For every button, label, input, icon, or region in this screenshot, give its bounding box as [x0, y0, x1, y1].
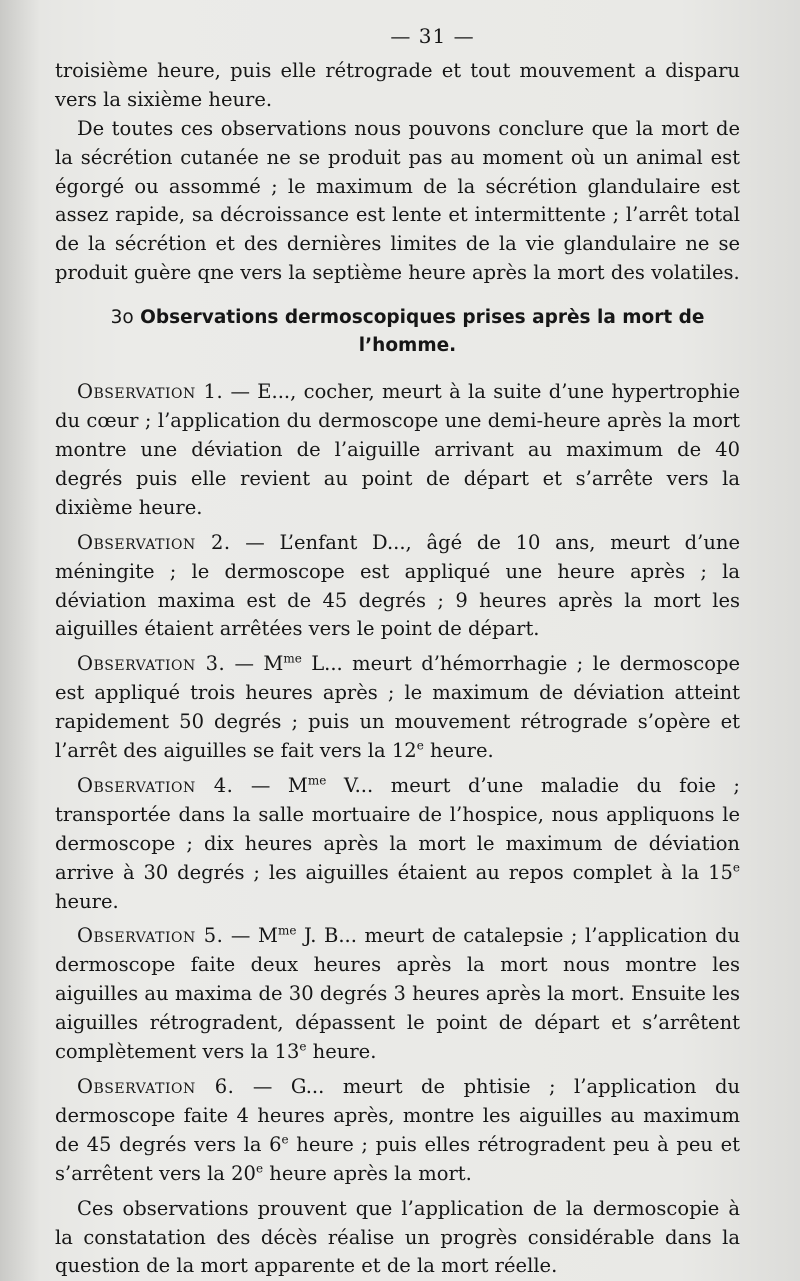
- observation-label: Observation 4.: [77, 773, 234, 797]
- final-paragraph: Ces observations prouvent que l’application de la dermoscopie à la constatation des décès réalise un progrès considérable dans la question de la mort apparente et de la mort réelle.: [55, 1196, 740, 1278]
- section-title: Observations dermoscopiques prises après la mort de l’homme.: [140, 307, 705, 357]
- superscript: me: [283, 651, 302, 666]
- observation-label: Observation 1.: [77, 380, 224, 404]
- observation-label: Observation 2.: [77, 530, 231, 554]
- section-heading: [75, 304, 740, 360]
- observation-2: [55, 529, 740, 645]
- superscript: e: [255, 1161, 264, 1176]
- observation-text: — $M^{me}$ L... meurt d’hémorrhagie ; le dermoscope est appliqué trois heures après ; le maximum de déviation atteint rapidement 50 degrés ; puis un mouvement rétrograde s’opère et l’arrêt des aiguilles se fait vers la 12e heure.: [55, 651, 740, 763]
- observation-3: [55, 650, 740, 766]
- observation-label: Observation 6.: [77, 1075, 235, 1098]
- observation-5: [55, 922, 740, 1067]
- page-content: [55, 22, 740, 1281]
- observation-text: — $M^{me}$ J. B... meurt de catalepsie ; l’application du dermoscope faite deux heures après la mort nous montre les aiguilles au maxima de 30 degrés 3 heures après la mort. Ensuite les aiguilles rétrogradent, dépassent le point de départ et s’arrêtent complètement vers la 13e heure.: [55, 923, 741, 1064]
- superscript: me: [307, 773, 327, 788]
- observation-4: [55, 772, 740, 917]
- intro-line-2: vers la sixième heure.: [55, 87, 273, 111]
- observation-text: — E..., cocher, meurt à la suite d’une hypertrophie du cœur ; l’application du dermoscope une demi-heure après la mort montre une déviation de l’aiguille arrivant au maximum de 40 degrés puis elle revient au point de départ et s’arrête vers la dixième heure.: [55, 380, 740, 519]
- intro-line-1: troisième heure, puis elle rétrograde et tout mouvement a disparu: [55, 58, 740, 82]
- superscript: e: [299, 1039, 307, 1054]
- page-number: — 31 —: [390, 24, 475, 48]
- observation-label: Observation 5.: [77, 924, 224, 948]
- observation-6: [55, 1073, 740, 1189]
- observation-label: Observation 3.: [77, 652, 226, 676]
- superscript: e: [416, 738, 424, 753]
- observation-text: — $M^{me}$ V... meurt d’une maladie du foie ; transportée dans la salle mortuaire de l’hospice, nous appliquons le dermoscope ; dix heures après la mort le maximum de déviation arrive à 30 degrés ; les aiguilles étaient au repos complet à la 15e heure.: [55, 773, 740, 913]
- section-number: 3o: [110, 307, 134, 329]
- superscript: e: [732, 860, 740, 875]
- observation-text: — G... meurt de phtisie ; l’application du dermoscope faite 4 heures après, montre les aiguilles au maximum de 45 degrés vers la 6e heure ; puis elles rétrogradent peu à peu et s’arrêtent vers la 20e heure après la mort.: [55, 1075, 740, 1185]
- superscript: e: [281, 1132, 289, 1147]
- superscript: me: [277, 923, 297, 938]
- observation-1: [55, 378, 740, 523]
- observation-text: — L’enfant D..., âgé de 10 ans, meurt d’une méningite ; le dermoscope est appliqué une heure après ; la déviation maxima est de 45 degrés ; 9 heures après la mort les aiguilles étaient arrêtées vers le point de départ.: [55, 530, 741, 641]
- conclusion-paragraph: De toutes ces observations nous pouvons conclure que la mort de la sécrétion cutanée ne se produit pas au moment où un animal est égorgé ou assommé ; le maximum de la sécrétion glandulaire est assez rapide, sa décroissance est lente et intermittente ; l’arrêt total de la sécrétion et des dernières limites de la vie glandulaire ne se produit guère qne vers la septième heure après la mort des volatiles.: [55, 116, 740, 285]
